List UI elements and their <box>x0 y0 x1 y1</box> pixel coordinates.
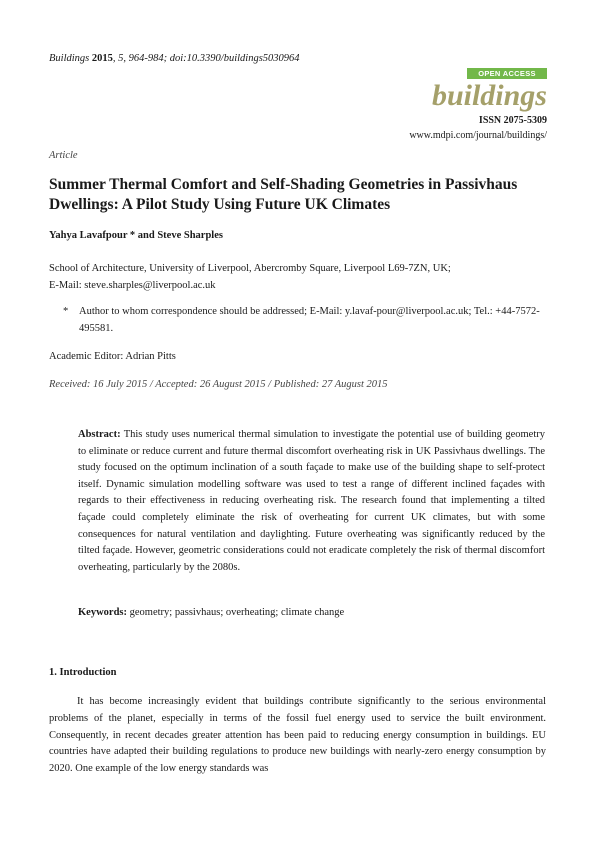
correspondence-star: * <box>63 306 69 317</box>
affiliation-block <box>49 260 549 294</box>
journal-citation <box>49 53 300 64</box>
issn: ISSN 2075-5309 <box>478 115 547 126</box>
abstract-text: This study uses numerical thermal simulation to investigate the potential use of building geometry to eliminate or reduce current and future thermal discomfort overheating risk in UK Passivhaus dwellings. The study focused on the optimum inclination of a south façade to make use of the building shape to self-protect itself. Dynamic simulation modelling software was used to test a range of different inclined façades with regards to their effectiveness in reducing overheating risk. The research found that implementing a tilted façade could completely eliminate the risk of overheating for current UK climates, but with some consequences for natural ventilation and daylighting. Future overheating was significantly reduced by the tilted façade. However, geometric considerations could not eradicate completely the risk of thermal discomfort overheating, particularly by the 2080s. <box>78 429 545 573</box>
journal-year: 2015 <box>91 53 113 64</box>
section-heading: 1. Introduction <box>49 667 117 678</box>
journal-url[interactable]: www.mdpi.com/journal/buildings/ <box>409 130 547 141</box>
article-type: Article <box>49 150 78 161</box>
keywords-text: geometry; passivhaus; overheating; climate change <box>129 607 345 618</box>
affiliation: School of Architecture, University of Liverpool, Abercromby Square, Liverpool L69-7ZN, UK; <box>49 263 451 274</box>
journal-details: , 5, 964-984; doi:10.3390/buildings5030964 <box>112 53 300 64</box>
abstract <box>78 427 545 576</box>
publication-dates: Received: 16 July 2015 / Accepted: 26 August 2015 / Published: 27 August 2015 <box>49 379 388 390</box>
intro-paragraph: It has become increasingly evident that buildings contribute significantly to the serious environmental problems of the planet, especially in terms of the fossil fuel energy used to service the built environment. Consequently, in recent decades greater attention has been paid to reducing energy consumption in buildings. EU countries have adapted their building regulations to produce new buildings with nearly-zero energy consumption by 2020. One example of the low energy standards was <box>49 696 546 775</box>
journal-name: Buildings <box>49 53 90 64</box>
abstract-label: Abstract: <box>78 429 121 440</box>
author-list: Yahya Lavafpour * and Steve Sharples <box>49 230 223 241</box>
keywords-label: Keywords: <box>78 607 127 618</box>
correspondence-text: Author to whom correspondence should be addressed; E-Mail: y.lavaf-pour@liverpool.ac.uk; Tel.: +44-7572-495581. <box>79 306 540 334</box>
correspondence-note <box>49 303 549 337</box>
author-email[interactable]: E-Mail: steve.sharples@liverpool.ac.uk <box>49 280 216 291</box>
journal-logo: buildings <box>431 79 547 112</box>
keywords <box>78 607 545 618</box>
academic-editor: Academic Editor: Adrian Pitts <box>49 351 176 362</box>
paper-title: Summer Thermal Comfort and Self-Shading Geometries in Passivhaus Dwellings: A Pilot Study Using Future UK Climates <box>49 176 518 213</box>
open-access-badge: OPEN ACCESS <box>467 68 547 79</box>
